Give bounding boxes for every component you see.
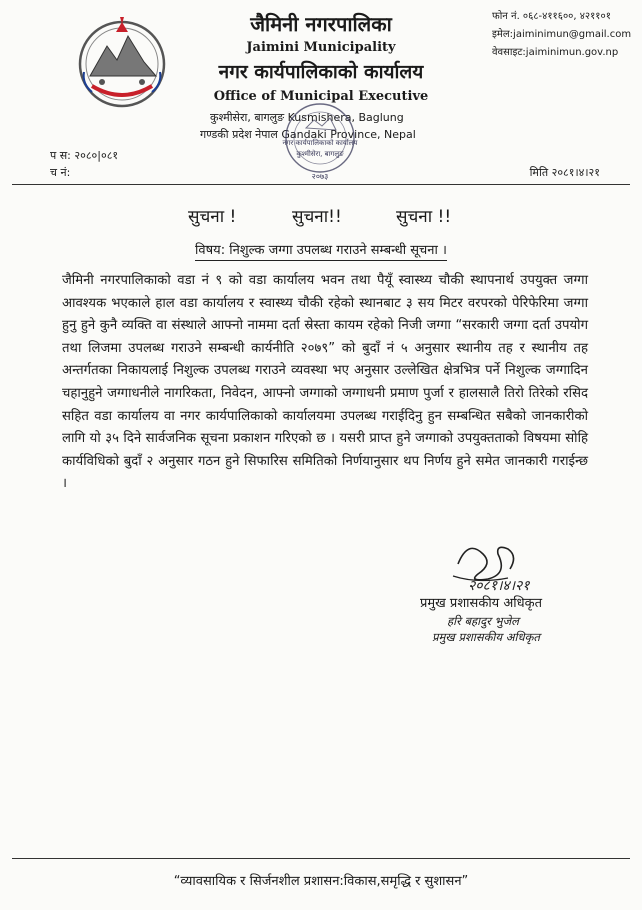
subject-text: विषय: निशुल्क जग्गा उपलब्ध गराउने सम्बन्धी सूचना । — [195, 243, 447, 261]
reference-chalani: च नं: — [50, 166, 71, 179]
contact-website: वेवसाइट:jaiminimun.gov.np — [492, 47, 619, 58]
office-stamp — [276, 100, 364, 182]
footer-divider — [12, 858, 630, 859]
address-line-1: कुश्मीसेरा, बागलुङ Kusmishera, Baglung — [210, 111, 404, 124]
handwritten-signature — [438, 534, 568, 594]
municipality-name-nepali: जैमिनी नगरपालिका — [250, 12, 392, 36]
notice-word-2: सुचना!! — [292, 207, 342, 227]
notice-body: जैमिनी नगरपालिकाको वडा नं ९ को वडा कार्यालय भवन तथा पैयूँ स्वास्थ्य चौकी स्थापनार्थ उपयुक्त जग्गा आवश्यक भएकाले हाल वडा कार्यालय र स्वास्थ्य चौकी रहेको स्थानबाट ३ सय मिटर वरपरको पेरिफेरिमा जग्गा हुनु हुने कुनै व्यक्ति वा संस्थाले आफ्नो नाममा दर्ता स्रेस्ता कायम रहेको निजी जग्गा “सरकारी जग्गा दर्ता उपयोग तथा लिजमा उपलब्ध गराउने सम्बन्धी कार्यनीति २०७९” को बुदाँ नं ५ अनुसार स्थानीय तह र स्थानीय तह अन्तर्गतका निकायलाई निशुल्क उपलब्ध गराउने व्यवस्था भए अनुसार उल्लेखित क्षेत्रभित्र पर्ने निशुल्क जग्गादिन चहानुहुने जग्गाधनीले नागरिकता, निवेदन, आफ्नो जग्गाको जग्गाधनी प्रमाण पुर्जा र हालसालै तिरो तिरेको रसिद सहित वडा कार्यालय वा नगर कार्यपालिकाको कार्यालयमा उपलब्ध गराईदिनु हुन सम्बन्धित सबैको जानकारीको लागि यो ३५ दिने सार्वजनिक सूचना प्रकाशन गरिएको छ । यसरी प्राप्त हुने जग्गाको उपयुक्तताको विषयमा सोहि कार्यविधिको बुदाँ २ अनुसार गठन हुने सिफारिस समितिको निर्णयानुसार थप निर्णय हुने समेत जानकारी गराईन्छ । — [62, 273, 588, 492]
header-divider — [12, 184, 630, 185]
signature-date: २०८१।४।२१ — [468, 578, 530, 594]
stamp-text: नगर कार्यपालिकाको कार्यालय — [282, 139, 358, 147]
office-name-nepali: नगर कार्यपालिकाको कार्यालय — [218, 61, 424, 83]
notice-word-3: सुचना !! — [396, 207, 452, 227]
subject-line — [0, 240, 642, 258]
footer-slogan: “व्यावसायिक र सिर्जनशील प्रशासन:विकास,समृद्धि र सुशासन” — [173, 874, 469, 889]
contact-phone: फोन नं. ०६८-४११६००, ४२११०१ — [492, 11, 611, 22]
document-date: मिति २०८१।४।२१ — [529, 166, 600, 179]
signatory-title: प्रमुख प्रशासकीय अधिकृत — [420, 596, 543, 611]
stamp-year: २०७३ — [311, 172, 329, 181]
stamp-place: कुश्मीसेरा, बागलुङ — [296, 150, 344, 158]
notice-word-1: सुचना ! — [188, 207, 237, 227]
municipality-name-english: Jaimini Municipality — [246, 40, 396, 55]
address-line-2: गण्डकी प्रदेश नेपाल Gandaki Province, Nepal — [200, 128, 416, 141]
signatory-title-handwritten: प्रमुख प्रशासकीय अधिकृत — [432, 630, 540, 644]
reference-ps: प स: २०८०|०८१ — [50, 149, 119, 162]
contact-email: इमेल:jaiminimun@gmail.com — [492, 29, 632, 40]
office-name-english: Office of Municipal Executive — [213, 89, 429, 104]
signatory-name: हरि बहादुर भुजेल — [447, 614, 519, 628]
